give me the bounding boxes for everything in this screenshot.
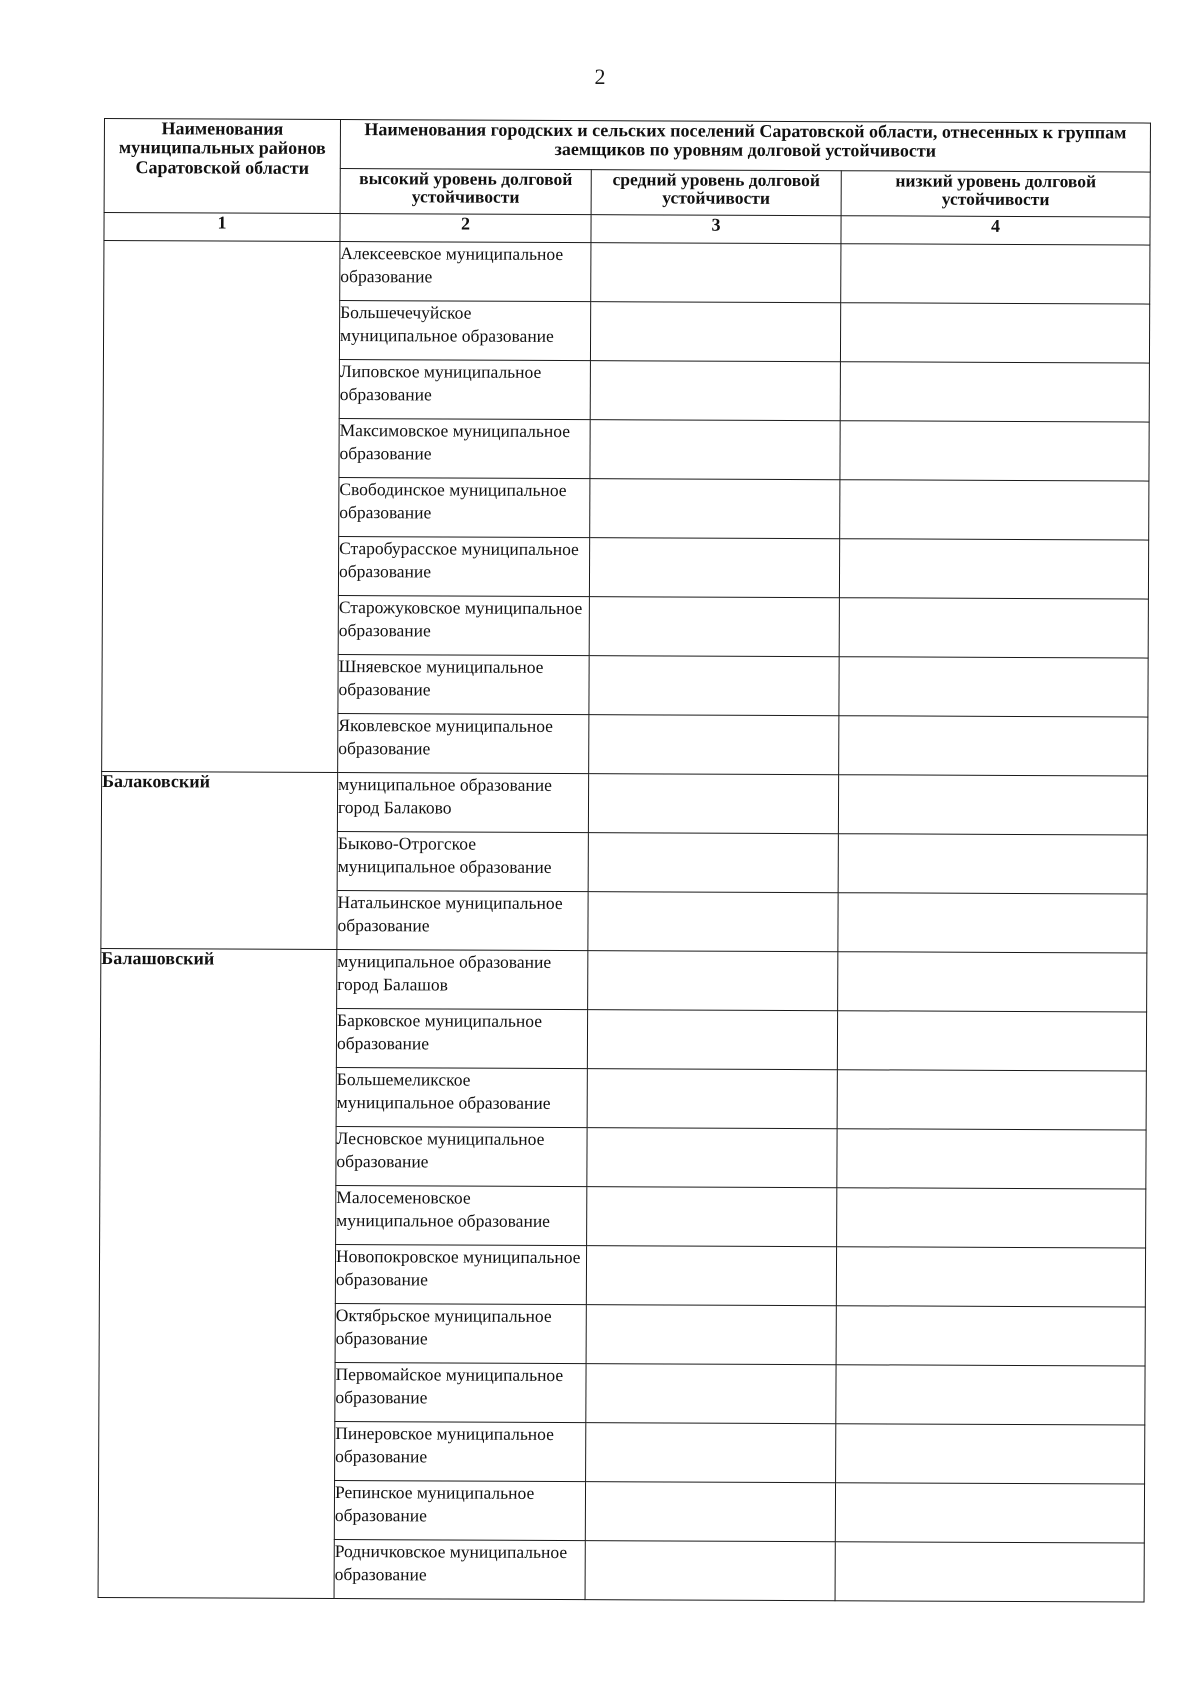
settlement-name: Старобурасское муниципальное образование xyxy=(338,537,589,597)
low-level-cell xyxy=(841,244,1150,304)
table-row xyxy=(101,948,1147,1012)
header-high-level: высокий уровень долговой устойчивости xyxy=(340,168,591,215)
settlement-name: Свободинское муниципальное образование xyxy=(339,478,590,538)
settlement-name: Большемеликское муниципальное образование xyxy=(336,1068,587,1128)
settlement-name: Алексеевское муниципальное образование xyxy=(340,242,591,302)
low-level-cell xyxy=(837,1011,1146,1071)
district-name: Балаковский xyxy=(101,771,338,949)
medium-level-cell xyxy=(587,1128,837,1188)
medium-level-cell xyxy=(589,538,839,598)
settlement-name: муниципальное образование город Балаково xyxy=(337,773,588,833)
medium-level-cell xyxy=(588,774,838,834)
medium-level-cell xyxy=(590,479,840,539)
settlement-name: Малосеменовское муниципальное образование xyxy=(336,1186,587,1246)
table-header xyxy=(104,119,1151,246)
settlement-name: Быково-Отрогское муниципальное образование xyxy=(337,832,588,892)
low-level-cell xyxy=(839,539,1148,599)
settlement-name: Максимовское муниципальное образование xyxy=(339,419,590,479)
settlement-name: Пинеровское муниципальное образование xyxy=(335,1422,586,1482)
district-name xyxy=(102,241,340,773)
settlement-name: Натальинское муниципальное образование xyxy=(337,891,588,951)
low-level-cell xyxy=(838,775,1147,835)
settlement-name: Большечечуйское муниципальное образование xyxy=(339,301,590,361)
low-level-cell xyxy=(840,480,1149,540)
medium-level-cell xyxy=(585,1541,835,1601)
medium-level-cell xyxy=(588,951,838,1011)
settlement-name: Октябрьское муниципальное образование xyxy=(335,1304,586,1364)
low-level-cell xyxy=(836,1306,1145,1366)
low-level-cell xyxy=(836,1247,1145,1307)
medium-level-cell xyxy=(587,1010,837,1070)
low-level-cell xyxy=(836,1424,1145,1484)
header-district: Наименования муниципальных районов Саратовской области xyxy=(104,119,340,214)
header-settlements: Наименования городских и сельских поселений Саратовской области, отнесенных к группам заемщиков по уровням долговой устойчивости xyxy=(340,120,1150,172)
page-number: 2 xyxy=(594,64,606,89)
header-medium-level: средний уровень долговой устойчивости xyxy=(591,169,841,216)
low-level-cell xyxy=(835,1483,1144,1543)
settlements-table xyxy=(98,118,1151,1603)
settlement-name: Липовское муниципальное образование xyxy=(339,360,590,420)
settlement-name: Шняевское муниципальное образование xyxy=(338,655,589,715)
settlement-name: Первомайское муниципальное образование xyxy=(335,1363,586,1423)
low-level-cell xyxy=(836,1365,1145,1425)
medium-level-cell xyxy=(589,597,839,657)
district-name: Балашовский xyxy=(98,948,337,1598)
medium-level-cell xyxy=(590,420,840,480)
column-number-3: 3 xyxy=(591,215,841,244)
low-level-cell xyxy=(839,716,1148,776)
medium-level-cell xyxy=(587,1069,837,1129)
medium-level-cell xyxy=(589,715,839,775)
settlement-name: муниципальное образование город Балашов xyxy=(337,950,588,1010)
medium-level-cell xyxy=(587,1187,837,1247)
settlement-name: Старожуковское муниципальное образование xyxy=(338,596,589,656)
low-level-cell xyxy=(840,421,1149,481)
low-level-cell xyxy=(838,834,1147,894)
medium-level-cell xyxy=(586,1246,836,1306)
column-number-1: 1 xyxy=(104,213,340,242)
medium-level-cell xyxy=(590,302,840,362)
medium-level-cell xyxy=(588,892,838,952)
table-row xyxy=(104,241,1150,305)
settlement-name: Репинское муниципальное образование xyxy=(334,1481,585,1541)
low-level-cell xyxy=(840,362,1149,422)
low-level-cell xyxy=(840,303,1149,363)
low-level-cell xyxy=(839,657,1148,717)
settlement-name: Родничковское муниципальное образование xyxy=(334,1540,585,1600)
medium-level-cell xyxy=(585,1482,835,1542)
low-level-cell xyxy=(839,598,1148,658)
table-body xyxy=(98,241,1150,1603)
low-level-cell xyxy=(837,1188,1146,1248)
header-low-level: низкий уровень долговой устойчивости xyxy=(841,170,1150,217)
medium-level-cell xyxy=(586,1305,836,1365)
medium-level-cell xyxy=(591,243,841,303)
medium-level-cell xyxy=(586,1423,836,1483)
column-number-4: 4 xyxy=(841,216,1150,245)
medium-level-cell xyxy=(586,1364,836,1424)
medium-level-cell xyxy=(588,833,838,893)
settlement-name: Барковское муниципальное образование xyxy=(336,1009,587,1069)
medium-level-cell xyxy=(590,361,840,421)
low-level-cell xyxy=(837,1129,1146,1189)
low-level-cell xyxy=(838,952,1147,1012)
table-row xyxy=(101,771,1147,835)
settlement-name: Новопокровское муниципальное образование xyxy=(335,1245,586,1305)
settlement-name: Лесновское муниципальное образование xyxy=(336,1127,587,1187)
low-level-cell xyxy=(838,893,1147,953)
column-number-2: 2 xyxy=(340,214,591,243)
settlement-name: Яковлевское муниципальное образование xyxy=(338,714,589,774)
medium-level-cell xyxy=(589,656,839,716)
low-level-cell xyxy=(835,1542,1144,1602)
low-level-cell xyxy=(837,1070,1146,1130)
